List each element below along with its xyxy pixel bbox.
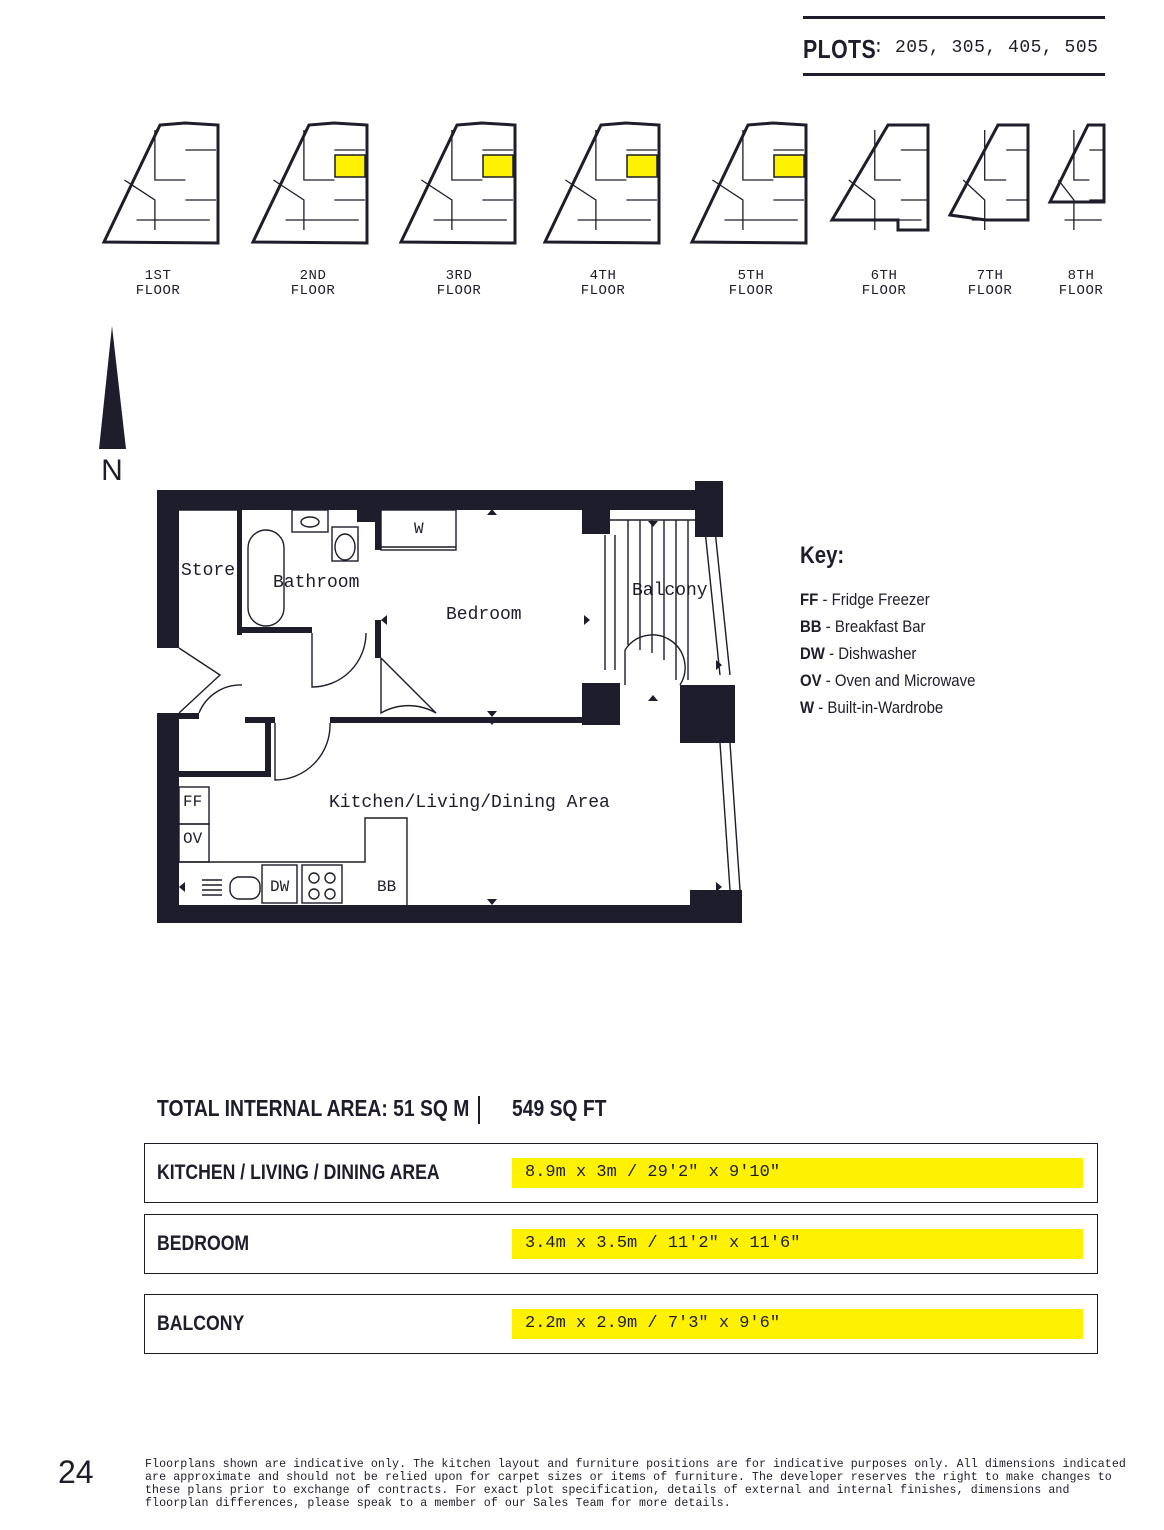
room-label-bb: BB xyxy=(377,878,397,896)
floor-thumbnail xyxy=(397,120,519,248)
total-area-sqft: 549 SQ FT xyxy=(512,1095,607,1121)
floor-label-1st: 1ST FLOOR xyxy=(135,268,181,299)
dimension-row-balcony xyxy=(144,1294,1098,1354)
floor-label-4th: 4TH FLOOR xyxy=(580,268,626,299)
floor-outline-icon xyxy=(249,120,371,248)
floor-thumbnail xyxy=(946,120,1032,248)
dimension-room: KITCHEN / LIVING / DINING AREA xyxy=(157,1161,440,1184)
room-label-wardrobe: W xyxy=(414,520,424,538)
highlighted-plot xyxy=(627,155,657,177)
area-separator xyxy=(478,1096,480,1124)
dimension-row-kitchen xyxy=(144,1143,1098,1203)
key-item-ov: OV - Oven and Microwave xyxy=(800,671,976,690)
floor-label-8th: 8TH FLOOR xyxy=(1058,268,1104,299)
floor-thumbnail xyxy=(688,120,810,248)
dimension-row-bedroom xyxy=(144,1214,1098,1274)
room-label-balcony: Balcony xyxy=(632,581,708,601)
key-legend xyxy=(800,542,999,717)
key-item-dw: DW - Dishwasher xyxy=(800,644,917,663)
highlighted-plot xyxy=(335,155,365,177)
key-item-bb: BB - Breakfast Bar xyxy=(800,617,926,636)
key-item-ff: FF - Fridge Freezer xyxy=(800,590,930,609)
plots-value: 205, 305, 405, 505 xyxy=(895,38,1099,58)
north-arrow-icon xyxy=(98,326,128,451)
floor-label-7th: 7TH FLOOR xyxy=(967,268,1013,299)
total-internal-area: TOTAL INTERNAL AREA: 51 SQ M xyxy=(157,1095,470,1121)
floor-thumbnail xyxy=(249,120,371,248)
room-label-store: Store xyxy=(181,561,236,581)
plots-label: PLOTS xyxy=(803,34,877,64)
floor-outline-icon xyxy=(946,120,1032,248)
floor-label-2nd: 2ND FLOOR xyxy=(290,268,336,299)
dimension-value: 2.2m x 2.9m / 7'3" x 9'6" xyxy=(512,1309,1083,1339)
plots-colon: : xyxy=(873,38,884,58)
room-label-bedroom: Bedroom xyxy=(446,605,522,625)
floor-outline-icon xyxy=(688,120,810,248)
floor-thumbnail xyxy=(1046,120,1108,248)
room-label-kitchen: Kitchen/Living/Dining Area xyxy=(329,793,610,813)
floor-thumbnail xyxy=(828,120,932,248)
room-label-ov: OV xyxy=(183,830,203,848)
floor-thumbnail xyxy=(100,120,222,248)
floor-plan-drawing xyxy=(150,475,760,935)
page-number: 24 xyxy=(58,1454,94,1490)
dimension-room: BALCONY xyxy=(157,1312,245,1335)
floor-outline-icon xyxy=(541,120,663,248)
floor-outline-icon xyxy=(100,120,222,248)
dimension-value: 8.9m x 3m / 29'2" x 9'10" xyxy=(512,1158,1083,1188)
floor-plan xyxy=(150,475,760,940)
north-label: N xyxy=(101,454,123,487)
plots-header xyxy=(803,16,1105,76)
dimension-value: 3.4m x 3.5m / 11'2" x 11'6" xyxy=(512,1229,1083,1259)
room-label-dw: DW xyxy=(270,878,290,896)
floor-thumbnail xyxy=(541,120,663,248)
room-label-bathroom: Bathroom xyxy=(273,573,360,593)
room-label-ff: FF xyxy=(183,793,203,811)
highlighted-plot xyxy=(774,155,804,177)
key-item-w: W - Built-in-Wardrobe xyxy=(800,698,944,717)
floor-outline-icon xyxy=(828,120,932,248)
highlighted-plot xyxy=(483,155,513,177)
key-title: Key: xyxy=(800,542,845,569)
floor-outline-icon xyxy=(397,120,519,248)
disclaimer: Floorplans shown are indicative only. The kitchen layout and furniture positions are for indicative purposes only. All dimensions indicated are approximate and should not be relied upon for carpet sizes or items of furniture. The developer reserves the right to make changes to these plans prior to exchange of contracts. For exact plot specification, details of external and internal finishes, dimensions and floorplan differences, please speak to a member of our Sales Team for more details. xyxy=(145,1458,1126,1510)
floor-label-3rd: 3RD FLOOR xyxy=(436,268,482,299)
floor-label-6th: 6TH FLOOR xyxy=(861,268,907,299)
floor-label-5th: 5TH FLOOR xyxy=(728,268,774,299)
dimension-room: BEDROOM xyxy=(157,1232,250,1255)
floor-outline-icon xyxy=(1046,120,1108,248)
